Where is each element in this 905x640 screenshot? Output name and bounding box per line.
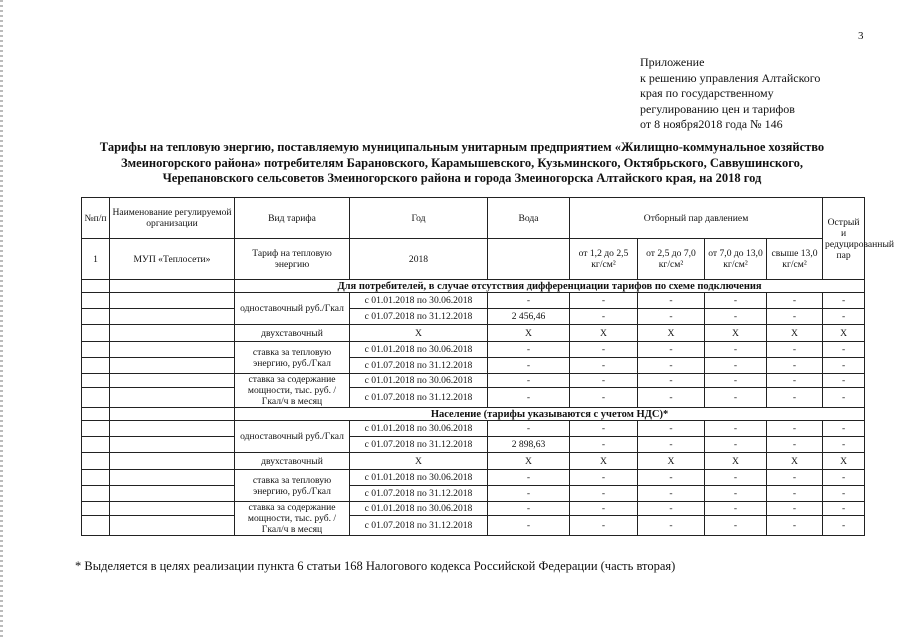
value-cell-p4: -: [767, 388, 823, 408]
value-cell-p2: X: [638, 453, 705, 470]
value-cell-p3: -: [705, 388, 767, 408]
empty-num-cell: [82, 486, 110, 502]
value-cell-p2: -: [638, 470, 705, 486]
period-cell: с 01.07.2018 по 31.12.2018: [350, 358, 488, 374]
value-cell-p2: -: [638, 437, 705, 453]
two-rate-label: двухставочный: [235, 453, 350, 470]
tariff-name: Тариф на тепловую энергию: [235, 239, 350, 280]
appendix-line: регулированию цен и тарифов: [640, 101, 795, 116]
section-header-row: [82, 280, 865, 293]
value-cell-sharp: -: [823, 502, 865, 516]
water-empty: [488, 239, 570, 280]
value-cell-p4: -: [767, 486, 823, 502]
value-cell-sharp: -: [823, 358, 865, 374]
value-cell-p1: -: [570, 516, 638, 536]
period-cell: с 01.01.2018 по 30.06.2018: [350, 421, 488, 437]
empty-org-cell: [110, 280, 235, 293]
section-title: Для потребителей, в случае отсутствия дифференциации тарифов по схеме подключения: [235, 280, 865, 293]
value-cell-sharp: X: [823, 325, 865, 342]
value-cell-p2: -: [638, 421, 705, 437]
pressure-4: свыше 13,0 кг/см²: [767, 239, 823, 280]
empty-num-cell: [82, 342, 110, 358]
value-cell-sharp: -: [823, 470, 865, 486]
value-cell-p4: -: [767, 342, 823, 358]
table-row: [82, 437, 865, 453]
empty-org-cell: [110, 388, 235, 408]
value-cell-water: -: [488, 293, 570, 309]
header-tariff-type: Вид тарифа: [235, 198, 350, 239]
empty-org-cell: [110, 325, 235, 342]
value-cell-p4: -: [767, 421, 823, 437]
table-row: [82, 421, 865, 437]
page-number: 3: [858, 30, 864, 42]
period-cell: с 01.07.2018 по 31.12.2018: [350, 437, 488, 453]
empty-num-cell: [82, 408, 110, 421]
value-cell-sharp: -: [823, 516, 865, 536]
header-sharp-steam: Острый и редуцированный пар: [823, 198, 865, 280]
value-cell-water: -: [488, 421, 570, 437]
value-cell-p1: -: [570, 502, 638, 516]
org-name: МУП «Теплосети»: [110, 239, 235, 280]
two-rate-row: [82, 325, 865, 342]
value-cell-p3: -: [705, 421, 767, 437]
value-cell-water: 2 456,46: [488, 309, 570, 325]
appendix-line: от 8 ноября2018 года № 146: [640, 117, 783, 131]
period-cell: с 01.01.2018 по 30.06.2018: [350, 470, 488, 486]
two-rate-label: двухставочный: [235, 325, 350, 342]
value-cell-sharp: -: [823, 309, 865, 325]
empty-num-cell: [82, 309, 110, 325]
value-cell-water: -: [488, 502, 570, 516]
empty-num-cell: [82, 374, 110, 388]
value-cell-p3: -: [705, 374, 767, 388]
value-cell-p2: -: [638, 342, 705, 358]
header-water: Вода: [488, 198, 570, 239]
period-cell: с 01.01.2018 по 30.06.2018: [350, 293, 488, 309]
value-cell-sharp: -: [823, 486, 865, 502]
value-cell-p4: X: [767, 453, 823, 470]
empty-org-cell: [110, 408, 235, 421]
empty-num-cell: [82, 516, 110, 536]
value-cell-sharp: -: [823, 437, 865, 453]
empty-org-cell: [110, 437, 235, 453]
section-title: Население (тарифы указываются с учетом НДС)*: [235, 408, 865, 421]
empty-org-cell: [110, 486, 235, 502]
value-cell-p3: -: [705, 309, 767, 325]
empty-num-cell: [82, 388, 110, 408]
two-rate-row: [82, 453, 865, 470]
value-cell-water: -: [488, 470, 570, 486]
value-cell-p1: -: [570, 388, 638, 408]
value-cell-sharp: X: [823, 453, 865, 470]
appendix-line: к решению управления Алтайского: [640, 70, 821, 85]
value-cell-water: 2 898,63: [488, 437, 570, 453]
empty-num-cell: [82, 421, 110, 437]
document-title: [70, 140, 854, 187]
value-cell-p4: -: [767, 374, 823, 388]
header-steam: Отборный пар давлением: [570, 198, 823, 239]
empty-org-cell: [110, 470, 235, 486]
title-line: Тарифы на тепловую энергию, поставляемую муниципальным унитарным предприятием «Жилищно-коммунальное хозяйство: [99, 140, 825, 154]
period-cell: с 01.01.2018 по 30.06.2018: [350, 374, 488, 388]
table-row: [82, 516, 865, 536]
value-cell-sharp: -: [823, 374, 865, 388]
value-cell-water: X: [488, 453, 570, 470]
value-cell-water: -: [488, 516, 570, 536]
section-header-row: [82, 408, 865, 421]
table-row: [82, 502, 865, 516]
header-org: Наименование регулируемой организации: [110, 198, 235, 239]
value-cell-p2: -: [638, 358, 705, 374]
pressure-3: от 7,0 до 13,0 кг/см²: [705, 239, 767, 280]
value-cell-p2: -: [638, 374, 705, 388]
period-cell: с 01.01.2018 по 30.06.2018: [350, 342, 488, 358]
value-cell-p2: -: [638, 293, 705, 309]
empty-org-cell: [110, 421, 235, 437]
value-cell-p3: X: [705, 453, 767, 470]
value-cell-water: -: [488, 374, 570, 388]
energy-rate-label: ставка за тепловую энергию, руб./Гкал: [235, 342, 350, 374]
one-rate-label: одноставочный руб./Гкал: [235, 421, 350, 453]
value-cell-sharp: -: [823, 342, 865, 358]
value-cell-p1: -: [570, 486, 638, 502]
row-number: 1: [82, 239, 110, 280]
value-cell-p3: -: [705, 502, 767, 516]
value-cell-p3: -: [705, 486, 767, 502]
table-row: [82, 374, 865, 388]
value-cell-p2: -: [638, 486, 705, 502]
value-cell-p1: -: [570, 374, 638, 388]
table-row: [82, 293, 865, 309]
value-cell-water: X: [488, 325, 570, 342]
empty-org-cell: [110, 453, 235, 470]
value-cell-p2: -: [638, 388, 705, 408]
value-cell-p1: -: [570, 421, 638, 437]
title-line: Черепановского сельсоветов Змеиногорского района и города Змеиногорска Алтайского края, на 2018 год: [162, 171, 762, 185]
energy-rate-label: ставка за тепловую энергию, руб./Гкал: [235, 470, 350, 502]
value-cell-p1: -: [570, 309, 638, 325]
period-cell: с 01.07.2018 по 31.12.2018: [350, 309, 488, 325]
tariff-table: [81, 197, 895, 536]
empty-num-cell: [82, 437, 110, 453]
empty-org-cell: [110, 502, 235, 516]
period-cell: X: [350, 325, 488, 342]
empty-num-cell: [82, 280, 110, 293]
value-cell-p2: -: [638, 309, 705, 325]
value-cell-p4: -: [767, 437, 823, 453]
value-cell-water: -: [488, 358, 570, 374]
footnote: * Выделяется в целях реализации пункта 6 статьи 168 Налогового кодекса Российской Федерации (часть вторая): [75, 559, 676, 573]
value-cell-p4: -: [767, 502, 823, 516]
empty-org-cell: [110, 516, 235, 536]
empty-num-cell: [82, 293, 110, 309]
empty-org-cell: [110, 293, 235, 309]
scan-edge: [0, 0, 3, 640]
appendix-block: [640, 55, 820, 133]
header-year: Год: [350, 198, 488, 239]
value-cell-p4: X: [767, 325, 823, 342]
value-cell-p1: -: [570, 342, 638, 358]
value-cell-p1: -: [570, 293, 638, 309]
pressure-2: от 2,5 до 7,0 кг/см²: [638, 239, 705, 280]
empty-org-cell: [110, 342, 235, 358]
period-cell: с 01.07.2018 по 31.12.2018: [350, 388, 488, 408]
empty-org-cell: [110, 309, 235, 325]
value-cell-p3: -: [705, 437, 767, 453]
value-cell-p2: -: [638, 516, 705, 536]
value-cell-p1: X: [570, 453, 638, 470]
value-cell-sharp: -: [823, 388, 865, 408]
header-num: №п/п: [82, 198, 110, 239]
capacity-rate-label: ставка за содержание мощности, тыс. руб. /Гкал/ч в месяц: [235, 374, 350, 408]
value-cell-p2: -: [638, 502, 705, 516]
value-cell-sharp: -: [823, 421, 865, 437]
value-cell-water: -: [488, 342, 570, 358]
value-cell-p4: -: [767, 309, 823, 325]
period-cell: X: [350, 453, 488, 470]
pressure-1: от 1,2 до 2,5 кг/см²: [570, 239, 638, 280]
year-value: 2018: [350, 239, 488, 280]
subheader-row: [82, 239, 865, 280]
empty-num-cell: [82, 470, 110, 486]
period-cell: с 01.01.2018 по 30.06.2018: [350, 502, 488, 516]
value-cell-sharp: -: [823, 293, 865, 309]
header-row: [82, 198, 865, 239]
appendix-line: края по государственному: [640, 86, 774, 100]
value-cell-p3: -: [705, 342, 767, 358]
period-cell: с 01.07.2018 по 31.12.2018: [350, 486, 488, 502]
empty-num-cell: [82, 325, 110, 342]
table-row: [82, 388, 865, 408]
value-cell-p3: X: [705, 325, 767, 342]
table-row: [82, 486, 865, 502]
appendix-line: Приложение: [640, 55, 705, 69]
one-rate-label: одноставочный руб./Гкал: [235, 293, 350, 325]
table-row: [82, 358, 865, 374]
value-cell-p1: -: [570, 358, 638, 374]
value-cell-water: -: [488, 486, 570, 502]
value-cell-p1: X: [570, 325, 638, 342]
value-cell-p1: -: [570, 470, 638, 486]
value-cell-p4: -: [767, 358, 823, 374]
value-cell-p3: -: [705, 293, 767, 309]
capacity-rate-label: ставка за содержание мощности, тыс. руб. /Гкал/ч в месяц: [235, 502, 350, 536]
empty-num-cell: [82, 502, 110, 516]
value-cell-p4: -: [767, 293, 823, 309]
empty-org-cell: [110, 374, 235, 388]
empty-org-cell: [110, 358, 235, 374]
value-cell-p3: -: [705, 358, 767, 374]
value-cell-water: -: [488, 388, 570, 408]
value-cell-p4: -: [767, 516, 823, 536]
title-line: Змеиногорского района» потребителям Барановского, Карамышевского, Кузьминского, Октябрьского, Саввушинского,: [121, 155, 803, 170]
empty-num-cell: [82, 453, 110, 470]
empty-num-cell: [82, 358, 110, 374]
table-row: [82, 470, 865, 486]
value-cell-p3: -: [705, 470, 767, 486]
table-row: [82, 309, 865, 325]
value-cell-p2: X: [638, 325, 705, 342]
value-cell-p3: -: [705, 516, 767, 536]
value-cell-p4: -: [767, 470, 823, 486]
table-row: [82, 342, 865, 358]
value-cell-p1: -: [570, 437, 638, 453]
period-cell: с 01.07.2018 по 31.12.2018: [350, 516, 488, 536]
